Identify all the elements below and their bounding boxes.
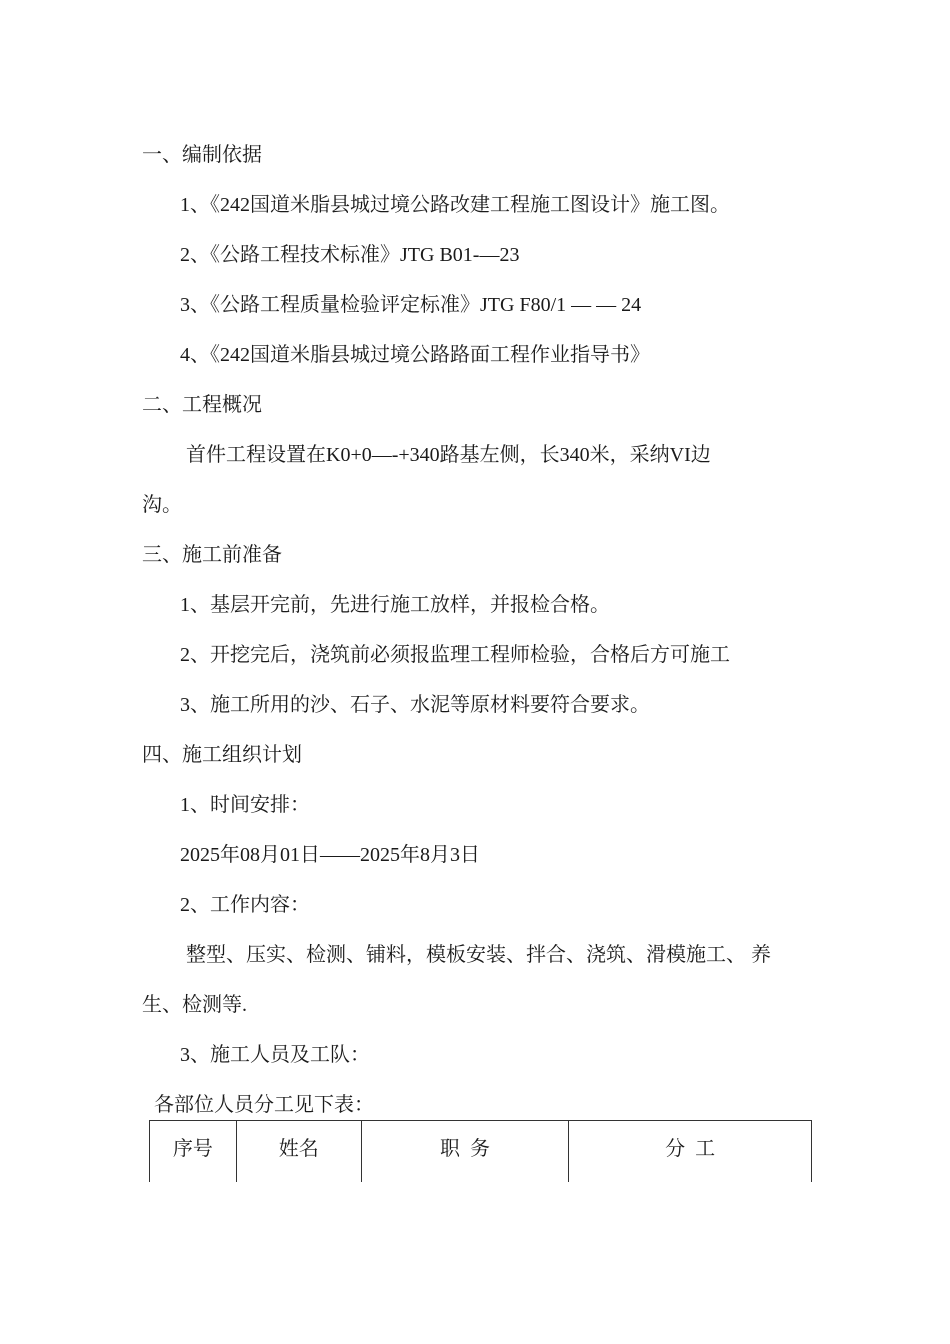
time-arrangement-value: 2025年08月01日——2025年8月3日 [180, 844, 480, 866]
overview-paragraph-line2: 沟。 [142, 494, 182, 516]
table-header-row [150, 1121, 812, 1183]
header-position: 职 务 [361, 1121, 569, 1183]
basis-item-2: 2、《公路工程技术标准》JTG B01-—23 [180, 244, 520, 266]
basis-item-1: 1、《242国道米脂县城过境公路改建工程施工图设计》施工图。 [180, 194, 730, 216]
work-content-line2: 生、检测等. [142, 994, 247, 1016]
preparation-item-3: 3、施工所用的沙、石子、水泥等原材料要符合要求。 [180, 694, 650, 716]
header-assignment: 分 工 [569, 1121, 812, 1183]
staff-assignment-table [149, 1120, 812, 1182]
section-heading-basis: 一、编制依据 [142, 144, 262, 166]
section-heading-overview: 二、工程概况 [142, 394, 262, 416]
table-intro: 各部位人员分工见下表： [154, 1094, 374, 1116]
work-content-label: 2、工作内容： [180, 894, 310, 916]
preparation-item-2: 2、开挖完后，浇筑前必须报监理工程师检验，合格后方可施工 [180, 644, 730, 666]
header-serial-number: 序号 [150, 1121, 237, 1183]
time-arrangement-label: 1、时间安排： [180, 794, 310, 816]
preparation-item-1: 1、基层开完前，先进行施工放样，并报检合格。 [180, 594, 610, 616]
staff-team-label: 3、施工人员及工队： [180, 1044, 370, 1066]
basis-item-4: 4、《242国道米脂县城过境公路路面工程作业指导书》 [180, 344, 650, 366]
section-heading-preparation: 三、施工前准备 [142, 544, 282, 566]
work-content-line1: 整型、压实、检测、铺料，模板安装、拌合、浇筑、滑模施工、 养 [186, 944, 771, 966]
header-name: 姓名 [236, 1121, 361, 1183]
basis-item-3: 3、《公路工程质量检验评定标准》JTG F80/1 — — 24 [180, 294, 642, 316]
overview-paragraph-line1: 首件工程设置在K0+0—-+340路基左侧，长340米，采纳VI边 [186, 444, 711, 466]
section-heading-plan: 四、施工组织计划 [142, 744, 302, 766]
